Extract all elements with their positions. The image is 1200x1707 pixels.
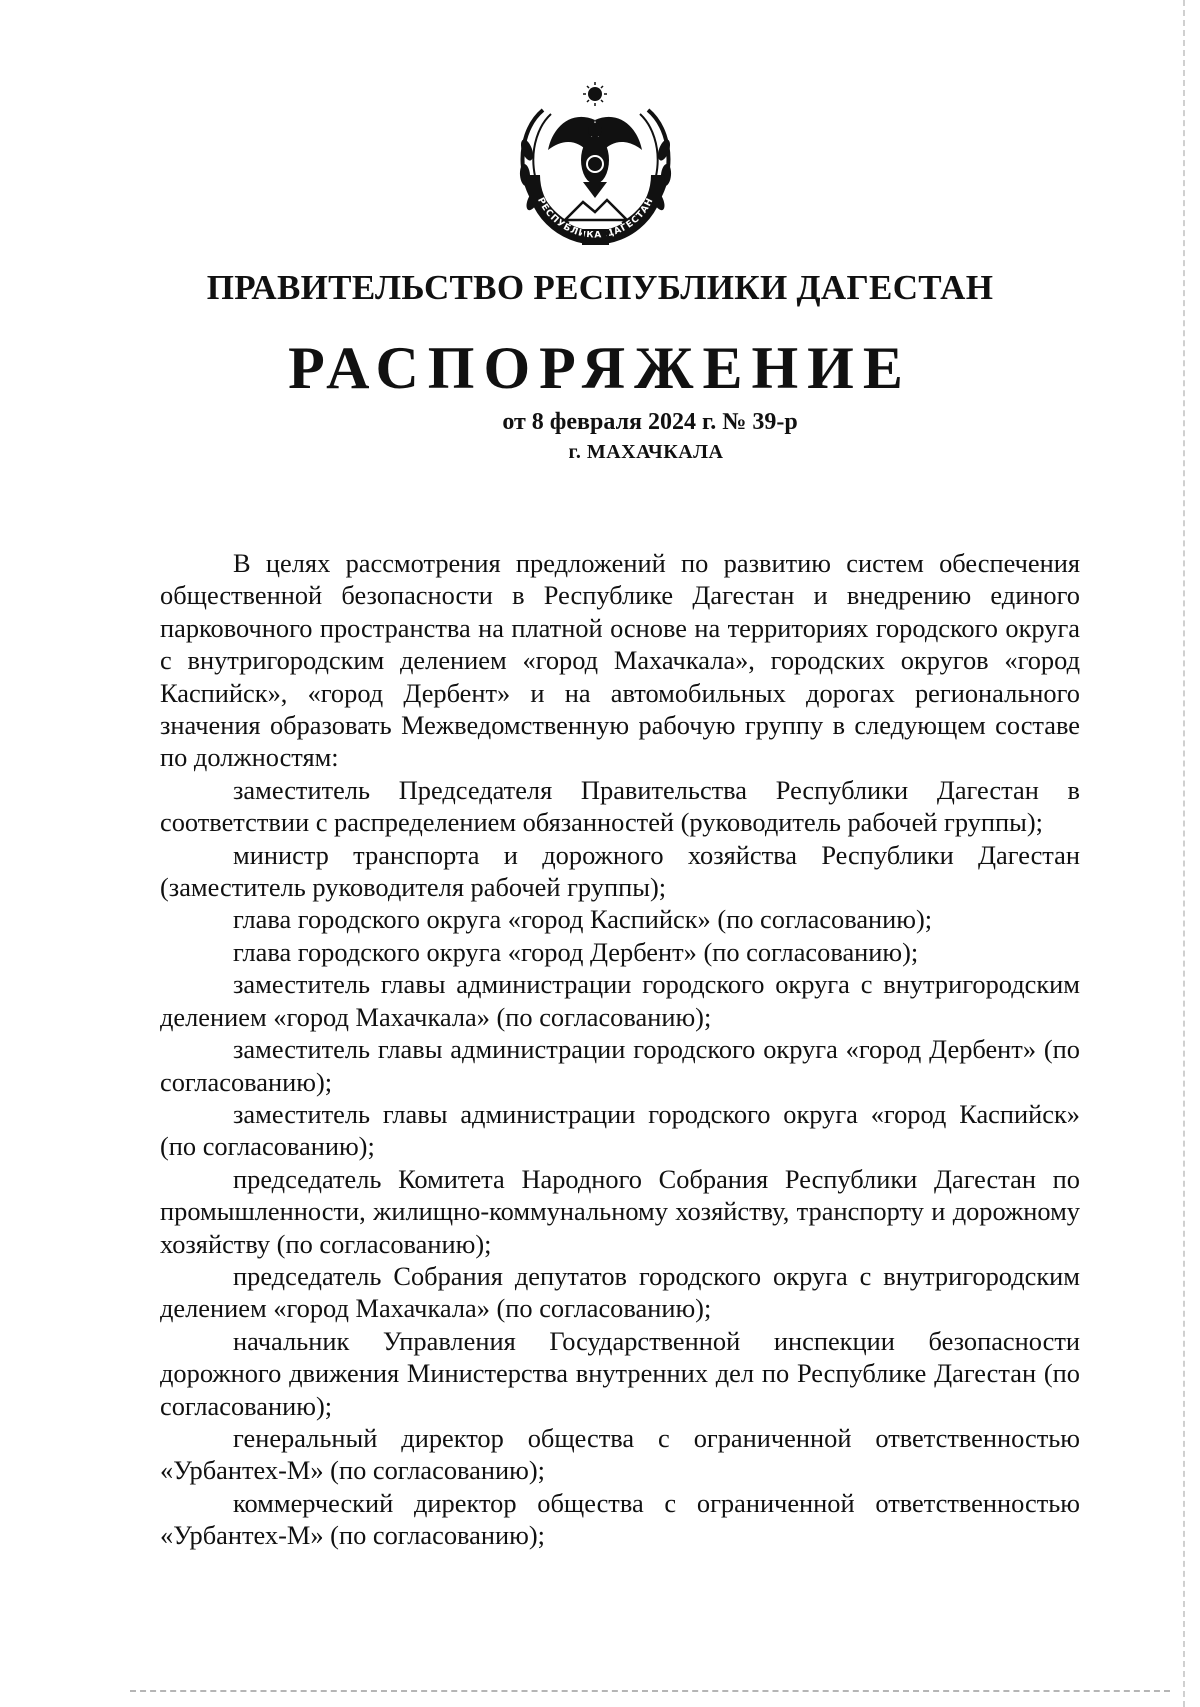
scan-edge-artifact (1183, 0, 1185, 1707)
document-body (160, 547, 1080, 1552)
member-item: глава городского округа «город Каспийск» (по согласованию); (233, 904, 933, 935)
scan-bottom-artifact (130, 1690, 1170, 1692)
emblem-text: РЕСПУБЛИКА ДАГЕСТАН (535, 196, 656, 241)
member-item: глава городского округа «город Дербент» (по согласованию); (233, 936, 919, 967)
member-item: заместитель главы администрации городского округа «город Каспийск» (по согласованию); (160, 1098, 1080, 1162)
member-item: генеральный директор общества с ограниченной ответственностью «Урбантех-М» (по согласованию); (160, 1422, 1080, 1486)
organization-title: ПРАВИТЕЛЬСТВО РЕСПУБЛИКИ ДАГЕСТАН (206, 268, 994, 307)
member-item: заместитель Председателя Правительства Республики Дагестан в соответствии с распределением обязанностей (руководитель рабочей группы); (160, 774, 1080, 838)
document-type: РАСПОРЯЖЕНИЕ (288, 335, 912, 401)
intro-paragraph: В целях рассмотрения предложений по развитию систем обеспечения общественной безопасности в Республике Дагестан и внедрению единого парковочного пространства на платной основе на территориях городского округа с внутригородским делением «город Махачкала», городских округов «город Каспийск», «город Дербент» и на автомобильных дорогах регионального значения образовать Межведомственную рабочую группу в следующем составе по должностям: (160, 548, 1080, 773)
svg-text:РЕСПУБЛИКА ДАГЕСТАН (535, 196, 656, 241)
member-item: заместитель главы администрации городского округа с внутригородским делением «город Махачкала» (по согласованию); (160, 969, 1080, 1032)
document-city: г. МАХАЧКАЛА (568, 441, 724, 463)
member-item: заместитель главы администрации городского округа «город Дербент» (по согласованию); (160, 1034, 1080, 1097)
member-item: начальник Управления Государственной инспекции безопасности дорожного движения Министерства внутренних дел по Республике Дагестан (по согласованию); (160, 1325, 1080, 1421)
member-item: коммерческий директор общества с ограниченной ответственностью «Урбантех-М» (по согласованию); (160, 1487, 1080, 1551)
member-item: председатель Комитета Народного Собрания Республики Дагестан по промышленности, жилищно-коммунальному хозяйству, транспорту и дорожному хозяйству (по согласованию); (160, 1163, 1080, 1259)
document-date-number: от 8 февраля 2024 г. № 39-р (502, 409, 798, 435)
dagestan-coat-of-arms-icon (503, 80, 688, 250)
member-item: министр транспорта и дорожного хозяйства Республики Дагестан (заместитель руководителя рабочей группы); (160, 839, 1080, 903)
member-item: председатель Собрания депутатов городского округа с внутригородским делением «город Махачкала» (по согласованию); (160, 1260, 1080, 1324)
